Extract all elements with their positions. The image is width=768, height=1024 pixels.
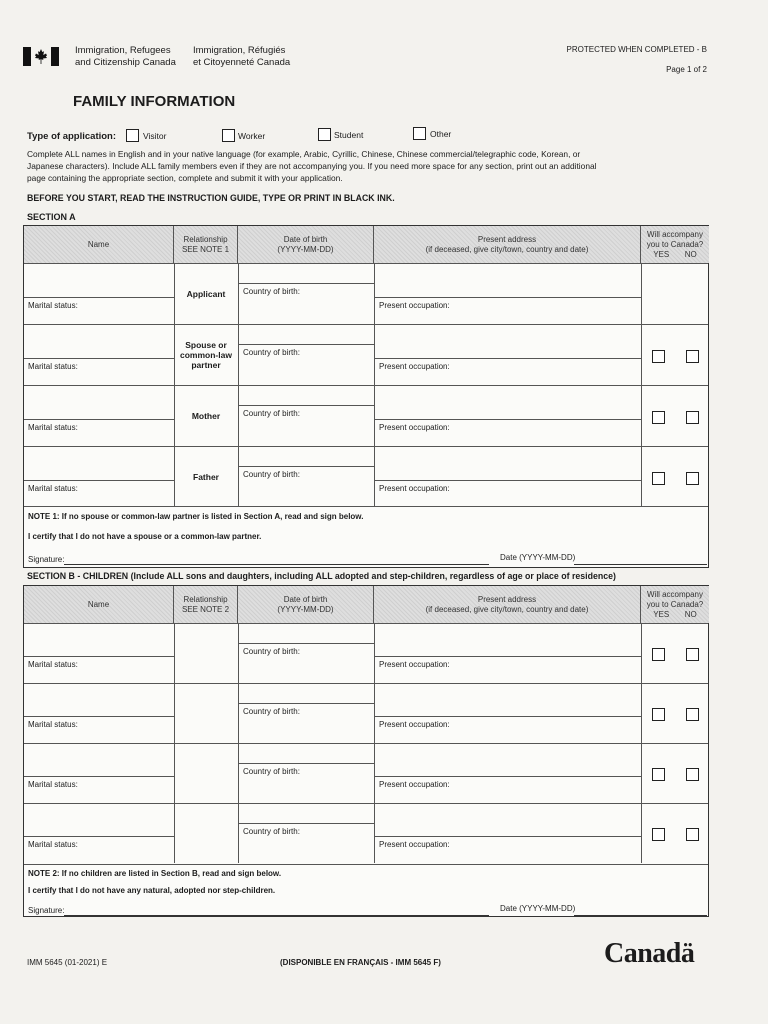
country-of-birth-label: Country of birth: — [243, 470, 300, 479]
header-name: Name — [24, 226, 174, 263]
section-a-title: SECTION A — [27, 212, 76, 222]
cell-divider — [174, 324, 175, 385]
dob-input[interactable] — [240, 745, 372, 761]
cell-divider — [238, 703, 374, 704]
worker-checkbox[interactable] — [222, 129, 235, 147]
cell-divider — [238, 743, 239, 803]
country-of-birth-label: Country of birth: — [243, 287, 300, 296]
occupation-label: Present occupation: — [379, 423, 450, 432]
cell-divider — [374, 683, 375, 743]
address-input[interactable] — [376, 805, 639, 834]
instructions-line-2: Japanese characters). Include ALL family members even if they are not accompanying you. If you need more space for any section, print out an additional — [27, 161, 597, 171]
cell-divider — [374, 446, 375, 507]
cell-divider — [641, 803, 642, 863]
cell-divider — [641, 263, 642, 324]
occupation-label: Present occupation: — [379, 660, 450, 669]
other-label: Other — [430, 129, 452, 139]
relationship-input[interactable] — [176, 685, 236, 741]
accompany-no-checkbox[interactable] — [686, 768, 699, 781]
cell-divider — [374, 358, 641, 359]
name-input[interactable] — [26, 326, 172, 356]
marital-status-label: Marital status: — [28, 484, 78, 493]
cell-divider — [238, 683, 239, 743]
cell-divider — [374, 623, 375, 683]
cell-divider — [24, 297, 174, 298]
cell-divider — [374, 743, 375, 803]
accompany-yes-checkbox[interactable] — [652, 828, 665, 841]
visitor-checkbox[interactable] — [126, 129, 139, 147]
french-version-note: (DISPONIBLE EN FRANÇAIS - IMM 5645 F) — [280, 958, 441, 967]
address-input[interactable] — [376, 326, 639, 356]
accompany-no-checkbox[interactable] — [686, 708, 699, 721]
marital-status-label: Marital status: — [28, 780, 78, 789]
accompany-yes-checkbox[interactable] — [652, 708, 665, 721]
dob-input[interactable] — [240, 805, 372, 821]
header-address-b: Present address (if deceased, give city/town, country and date) — [374, 586, 641, 623]
cell-divider — [238, 283, 374, 284]
form-id: IMM 5645 (01-2021) E — [27, 958, 108, 967]
date-label: Date (YYYY-MM-DD) — [500, 553, 576, 562]
other-checkbox[interactable] — [413, 127, 426, 145]
accompany-yes-checkbox[interactable] — [652, 350, 665, 363]
cell-divider — [641, 446, 642, 507]
cell-divider — [238, 643, 374, 644]
certify-no-spouse: I certify that I do not have a spouse or a common-law partner. — [28, 532, 262, 541]
marital-status-label: Marital status: — [28, 362, 78, 371]
note-2: NOTE 2: If no children are listed in Section B, read and sign below. — [28, 869, 282, 878]
instructions — [27, 148, 711, 184]
address-input[interactable] — [376, 745, 639, 774]
agency-name-en: Immigration, Refugees — [75, 45, 171, 56]
header-accompany-b: Will accompany you to Canada? YES NO — [641, 586, 709, 623]
relationship-label: Father — [193, 471, 219, 482]
before-start-notice: BEFORE YOU START, READ THE INSTRUCTION GUIDE, TYPE OR PRINT IN BLACK INK. — [27, 193, 395, 203]
page-title: FAMILY INFORMATION — [73, 93, 236, 110]
cell-divider — [374, 836, 641, 837]
instructions-line-1: Complete ALL names in English and in your native language (for example, Arabic, Cyrillic, Chinese, Chinese commercial/telegraphic code, Korean, or — [27, 149, 581, 159]
name-input[interactable] — [26, 685, 172, 714]
cell-divider — [24, 656, 174, 657]
country-of-birth-label: Country of birth: — [243, 348, 300, 357]
agency-name-en-2: and Citizenship Canada — [75, 57, 176, 68]
cell-divider — [641, 743, 642, 803]
accompany-no-checkbox[interactable] — [686, 472, 699, 485]
accompany-no-checkbox[interactable] — [686, 350, 699, 363]
signature-label-b: Signature: — [28, 906, 65, 915]
country-of-birth-label: Country of birth: — [243, 707, 300, 716]
occupation-label: Present occupation: — [379, 720, 450, 729]
cell-divider — [174, 743, 175, 803]
canada-wordmark — [604, 938, 694, 970]
cell-divider — [374, 297, 641, 298]
cell-divider — [374, 803, 375, 863]
page-number: Page 1 of 2 — [666, 65, 707, 74]
relationship-label: Applicant — [186, 288, 226, 299]
dob-input[interactable] — [240, 685, 372, 701]
cell-divider — [238, 466, 374, 467]
address-input[interactable] — [376, 448, 639, 478]
country-of-birth-label: Country of birth: — [243, 827, 300, 836]
cell-divider — [641, 324, 642, 385]
cell-divider — [374, 419, 641, 420]
relationship-input[interactable] — [176, 745, 236, 801]
name-input[interactable] — [26, 265, 172, 295]
header-dob: Date of birth (YYYY-MM-DD) — [238, 226, 374, 263]
cell-divider — [374, 324, 375, 385]
cell-divider — [641, 623, 642, 683]
occupation-label: Present occupation: — [379, 301, 450, 310]
section-a-table — [23, 225, 709, 568]
country-of-birth-label: Country of birth: — [243, 647, 300, 656]
certify-no-children: I certify that I do not have any natural, adopted nor step-children. — [28, 886, 276, 895]
country-of-birth-label: Country of birth: — [243, 767, 300, 776]
header-accompany: Will accompany you to Canada? YES NO — [641, 226, 709, 263]
agency-name-fr: Immigration, Réfugiés — [193, 45, 286, 56]
cell-divider — [374, 480, 641, 481]
dob-input[interactable] — [240, 326, 372, 342]
cell-divider — [374, 776, 641, 777]
accompany-no-checkbox[interactable] — [686, 828, 699, 841]
cell-divider — [374, 716, 641, 717]
cell-divider — [238, 263, 239, 324]
cell-divider — [24, 716, 174, 717]
header-name-b: Name — [24, 586, 174, 623]
cell-divider — [641, 385, 642, 446]
header-relationship-b: Relationship SEE NOTE 2 — [174, 586, 238, 623]
cell-divider — [238, 324, 239, 385]
cell-divider — [174, 263, 175, 324]
occupation-label: Present occupation: — [379, 484, 450, 493]
cell-divider — [238, 385, 239, 446]
accompany-yes-checkbox[interactable] — [652, 768, 665, 781]
dob-input[interactable] — [240, 448, 372, 464]
agency-name-fr-2: et Citoyenneté Canada — [193, 57, 291, 68]
header-dob-b: Date of birth (YYYY-MM-DD) — [238, 586, 374, 623]
note-1: NOTE 1: If no spouse or common-law partner is listed in Section A, read and sign below. — [28, 512, 364, 521]
worker-label: Worker — [238, 131, 266, 141]
accompany-yes-checkbox[interactable] — [652, 648, 665, 661]
signature-label: Signature: — [28, 555, 65, 564]
occupation-label: Present occupation: — [379, 780, 450, 789]
country-of-birth-label: Country of birth: — [243, 409, 300, 418]
cell-divider — [24, 836, 174, 837]
cell-divider — [174, 623, 175, 683]
section-b-table — [23, 585, 709, 917]
student-checkbox[interactable] — [318, 128, 331, 146]
cell-divider — [174, 446, 175, 507]
marital-status-label: Marital status: — [28, 301, 78, 310]
instructions-line-3: page containing the appropriate section, complete and submit it with your application. — [27, 173, 343, 183]
name-input[interactable] — [26, 805, 172, 834]
dob-input[interactable] — [240, 387, 372, 403]
student-label: Student — [334, 130, 364, 140]
cell-divider — [238, 344, 374, 345]
cell-divider — [174, 683, 175, 743]
marital-status-label: Marital status: — [28, 660, 78, 669]
name-input[interactable] — [26, 448, 172, 478]
accompany-no-checkbox[interactable] — [686, 648, 699, 661]
cell-divider — [24, 480, 174, 481]
signature-line[interactable] — [64, 564, 489, 565]
protected-label: PROTECTED WHEN COMPLETED - B — [566, 45, 707, 54]
date-line[interactable] — [574, 564, 707, 565]
cell-divider — [174, 803, 175, 863]
name-input[interactable] — [26, 745, 172, 774]
accompany-no-checkbox[interactable] — [686, 411, 699, 424]
cell-divider — [238, 623, 239, 683]
section-b-title: SECTION B - CHILDREN (Include ALL sons and daughters, including ALL adopted and step-children, regardless of age or place of residence) — [27, 571, 616, 581]
dob-input[interactable] — [240, 625, 372, 641]
header-address: Present address (if deceased, give city/town, country and date) — [374, 226, 641, 263]
marital-status-label: Marital status: — [28, 423, 78, 432]
name-input[interactable] — [26, 387, 172, 417]
name-input[interactable] — [26, 625, 172, 654]
cell-divider — [238, 405, 374, 406]
dob-input[interactable] — [240, 265, 372, 281]
cell-divider — [374, 385, 375, 446]
marital-status-label: Marital status: — [28, 720, 78, 729]
accompany-yes-checkbox[interactable] — [652, 411, 665, 424]
cell-divider — [24, 419, 174, 420]
header-relationship: Relationship SEE NOTE 1 — [174, 226, 238, 263]
cell-divider — [238, 803, 239, 863]
occupation-label: Present occupation: — [379, 840, 450, 849]
signature-line-b[interactable] — [64, 915, 489, 916]
cell-divider — [374, 656, 641, 657]
relationship-label: Spouse or common-law partner — [180, 339, 232, 370]
relationship-input[interactable] — [176, 805, 236, 861]
address-input[interactable] — [376, 265, 639, 295]
cell-divider — [238, 446, 239, 507]
cell-divider — [24, 358, 174, 359]
date-line-b[interactable] — [574, 915, 707, 916]
application-type-label: Type of application: — [27, 131, 117, 142]
canada-wordmark-text: Canadä — [604, 938, 695, 969]
cell-divider — [238, 763, 374, 764]
marital-status-label: Marital status: — [28, 840, 78, 849]
visitor-label: Visitor — [143, 131, 167, 141]
cell-divider — [374, 263, 375, 324]
cell-divider — [238, 823, 374, 824]
address-input[interactable] — [376, 625, 639, 654]
date-label-b: Date (YYYY-MM-DD) — [500, 904, 576, 913]
relationship-input[interactable] — [176, 625, 236, 681]
address-input[interactable] — [376, 387, 639, 417]
cell-divider — [174, 385, 175, 446]
relationship-label: Mother — [191, 410, 221, 421]
accompany-yes-checkbox[interactable] — [652, 472, 665, 485]
occupation-label: Present occupation: — [379, 362, 450, 371]
cell-divider — [24, 776, 174, 777]
cell-divider — [641, 683, 642, 743]
canada-flag-logo — [23, 47, 59, 66]
address-input[interactable] — [376, 685, 639, 714]
